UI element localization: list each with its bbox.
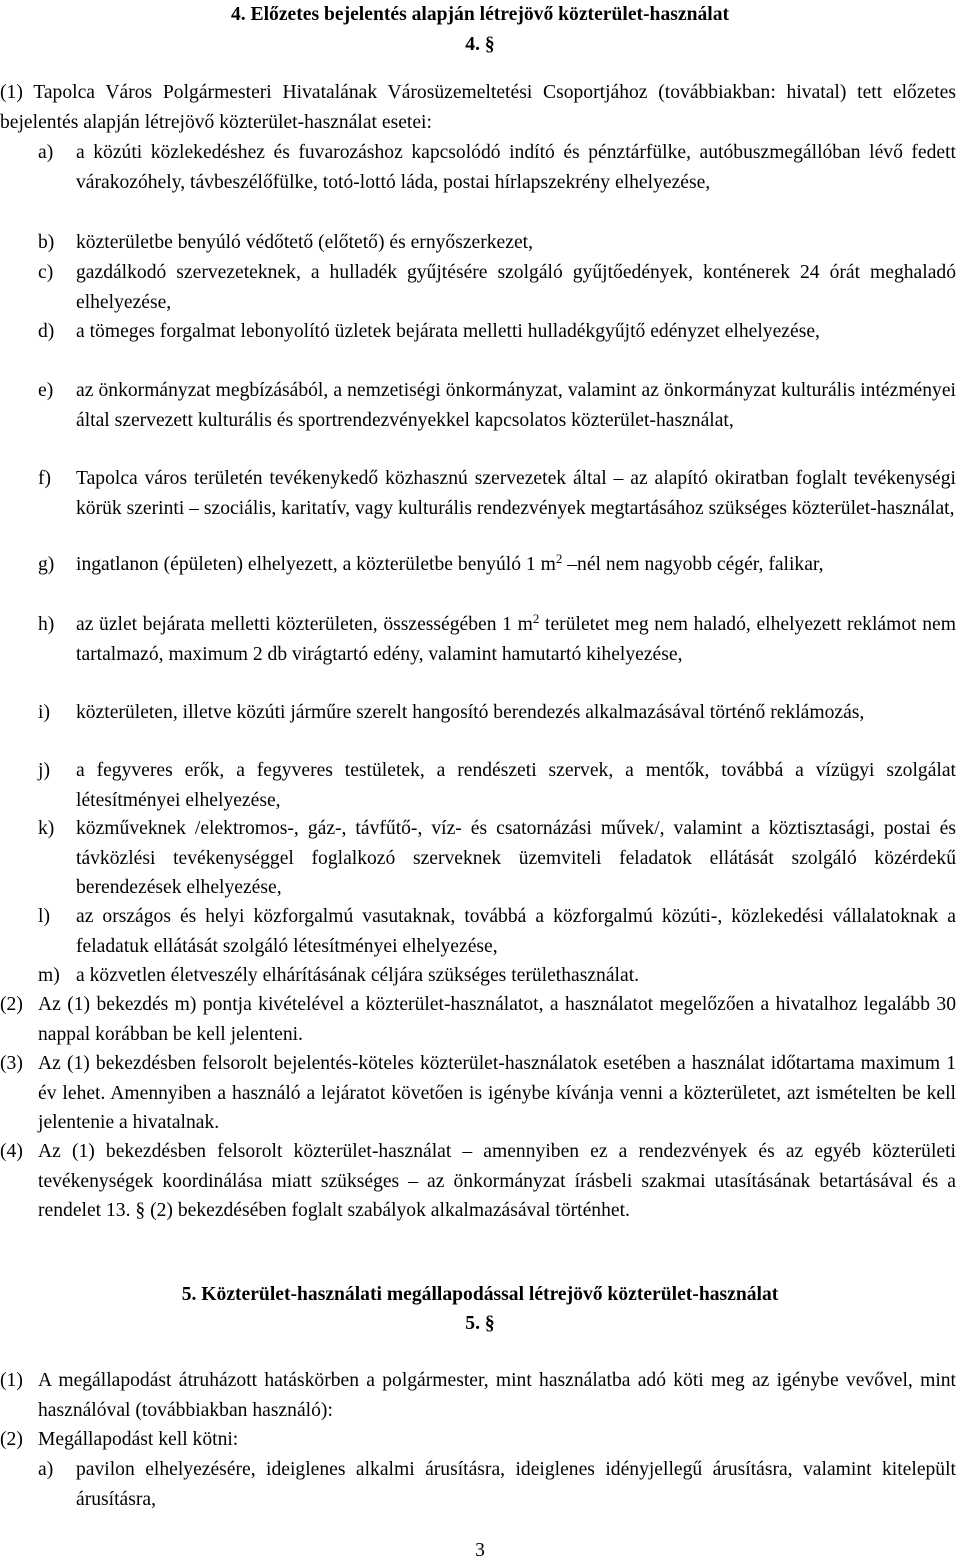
paragraph-label: (2) [0, 994, 23, 1015]
list-item-text [76, 550, 956, 580]
list-item-text: gazdálkodó szervezeteknek, a hulladék gyűjtésére szolgáló gyűjtőedények, konténerek 24 órát meghaladó elhelyezése, [76, 262, 956, 313]
chapter-5-heading: 5. Közterület-használati megállapodással létrejövő közterület-használat [181, 1284, 779, 1305]
list-item-label: d) [38, 321, 55, 342]
paragraph-label: (3) [0, 1053, 23, 1074]
paragraph-text: Az (1) bekezdés m) pontja kivételével a közterület-használatot, a használatot megelőzően a hivatalhoz legalább 30 nappal korábban be kell jelenteni. [38, 994, 956, 1045]
list-item-label: h) [38, 614, 55, 635]
list-item-text: közterületbe benyúló védőtető (előtető) és ernyőszerkezet, [76, 232, 533, 253]
list-item-label: a) [38, 142, 54, 163]
list-item-text: a fegyveres erők, a fegyveres testületek, a rendészeti szervek, a mentők, továbbá a vízügyi szolgálat létesítményei elhelyezése, [76, 760, 956, 811]
list-item-label: e) [38, 380, 54, 401]
list-item-text-part: ingatlanon (épületen) elhelyezett, a közterületbe benyúló 1 m [76, 554, 556, 575]
list-item-label: f) [38, 468, 52, 489]
list-item-text [76, 610, 956, 669]
list-item-label: i) [38, 702, 50, 723]
list-item-label: b) [38, 232, 55, 253]
list-item-text-part: –nél nem nagyobb cégér, falikar, [562, 554, 824, 575]
list-item-text: pavilon elhelyezésére, ideiglenes alkalmi árusításra, ideiglenes idényjellegű árusításra, valamint kitelepült árusításra, [76, 1459, 956, 1510]
list-item-text: a közúti közlekedéshez és fuvarozáshoz kapcsolódó indító és pénztárfülke, autóbuszmegállóban lévő fedett várakozóhely, távbeszélőfülke, totó-lottó láda, postai hírlapszekrény elhelyezése, [76, 142, 956, 193]
list-item-text: az önkormányzat megbízásából, a nemzetiségi önkormányzat, valamint az önkormányzat kulturális intézményei által szervezett kulturális és sportrendezvényekkel kapcsolatos közterület-használat, [76, 380, 956, 431]
list-item-text: közterületen, illetve közúti járműre szerelt hangosító berendezés alkalmazásával történő reklámozás, [76, 702, 865, 723]
paragraph-label: (4) [0, 1141, 23, 1162]
section-4-title: 4. § [465, 34, 495, 55]
paragraph-label: (1) [0, 1370, 23, 1391]
paragraph-text: Az (1) bekezdésben felsorolt közterület-használat – amennyiben ez a rendezvények és az egyéb közterületi tevékenységek koordinálása miatt szükséges – az önkormányzat írásbeli szakmai utasításának betartásával és a rendelet 13. § (2) bekezdésében foglalt szabályok alkalmazásával történhet. [38, 1141, 956, 1222]
paragraph-text: A megállapodást átruházott hatáskörben a polgármester, mint használatba adó köti meg az igénybe vevővel, mint használóval (továbbiakban használó): [38, 1370, 956, 1421]
list-item-label: l) [38, 906, 50, 927]
list-item-label: j) [38, 760, 50, 781]
list-item-label: a) [38, 1459, 54, 1480]
paragraph-text: Megállapodást kell kötni: [38, 1429, 239, 1450]
paragraph-text: Az (1) bekezdésben felsorolt bejelentés-köteles közterület-használatok esetében a használat időtartama maximum 1 év lehet. Amennyiben a használó a lejáratot követően is igénybe kívánja venni a közterületet, azt ismételten be kell jelentenie a hivatalnak. [38, 1053, 956, 1134]
list-item-text-part: területet meg nem haladó, elhelyezett reklámot nem tartalmazó, maximum 2 db virágtartó edény, valamint hamutartó kihelyezése, [76, 614, 956, 665]
list-item-text: Tapolca város területén tevékenykedő közhasznú szervezetek által – az alapító okiratban foglalt tevékenységi körük szerinti – szociális, karitatív, vagy kulturális rendezvények megtartásához szükséges közterület-használat, [76, 468, 956, 519]
list-item-text: a közvetlen életveszély elhárításának céljára szükséges területhasználat. [76, 965, 640, 986]
list-item-label: k) [38, 818, 55, 839]
list-item-text: a tömeges forgalmat lebonyolító üzletek bejárata melletti hulladékgyűjtő edényzet elhelyezése, [76, 321, 820, 342]
list-item-text: közműveknek /elektromos-, gáz-, távfűtő-, víz- és csatornázási művek/, valamint a köztisztasági, postai és távközlési tevékenységgel foglalkozó szerveknek üzemviteli feladatok ellátását szolgáló közérdekű berendezések elhelyezése, [76, 818, 956, 899]
list-item-text-part: az üzlet bejárata melletti közterületen, összességében 1 m [76, 614, 533, 635]
list-item-label: m) [38, 965, 60, 986]
list-item-label: g) [38, 554, 55, 575]
list-item-label: c) [38, 262, 54, 283]
chapter-4-paragraph-1-intro: (1) Tapolca Város Polgármesteri Hivatalának Városüzemeltetési Csoportjához (továbbiakban: hivatal) tett előzetes bejelentés alapján létrejövő közterület-használat esetei: [0, 82, 956, 133]
superscript: 2 [555, 551, 563, 566]
superscript: 2 [532, 611, 540, 626]
page-number: 3 [475, 1540, 485, 1561]
paragraph-label: (2) [0, 1429, 23, 1450]
section-5-title: 5. § [465, 1313, 495, 1334]
list-item-text: az országos és helyi közforgalmú vasutaknak, továbbá a közforgalmú közúti-, közlekedési vállalatoknak a feladatuk ellátását szolgáló létesítményei elhelyezése, [76, 906, 956, 957]
chapter-4-heading: 4. Előzetes bejelentés alapján létrejövő közterület-használat [230, 4, 730, 25]
